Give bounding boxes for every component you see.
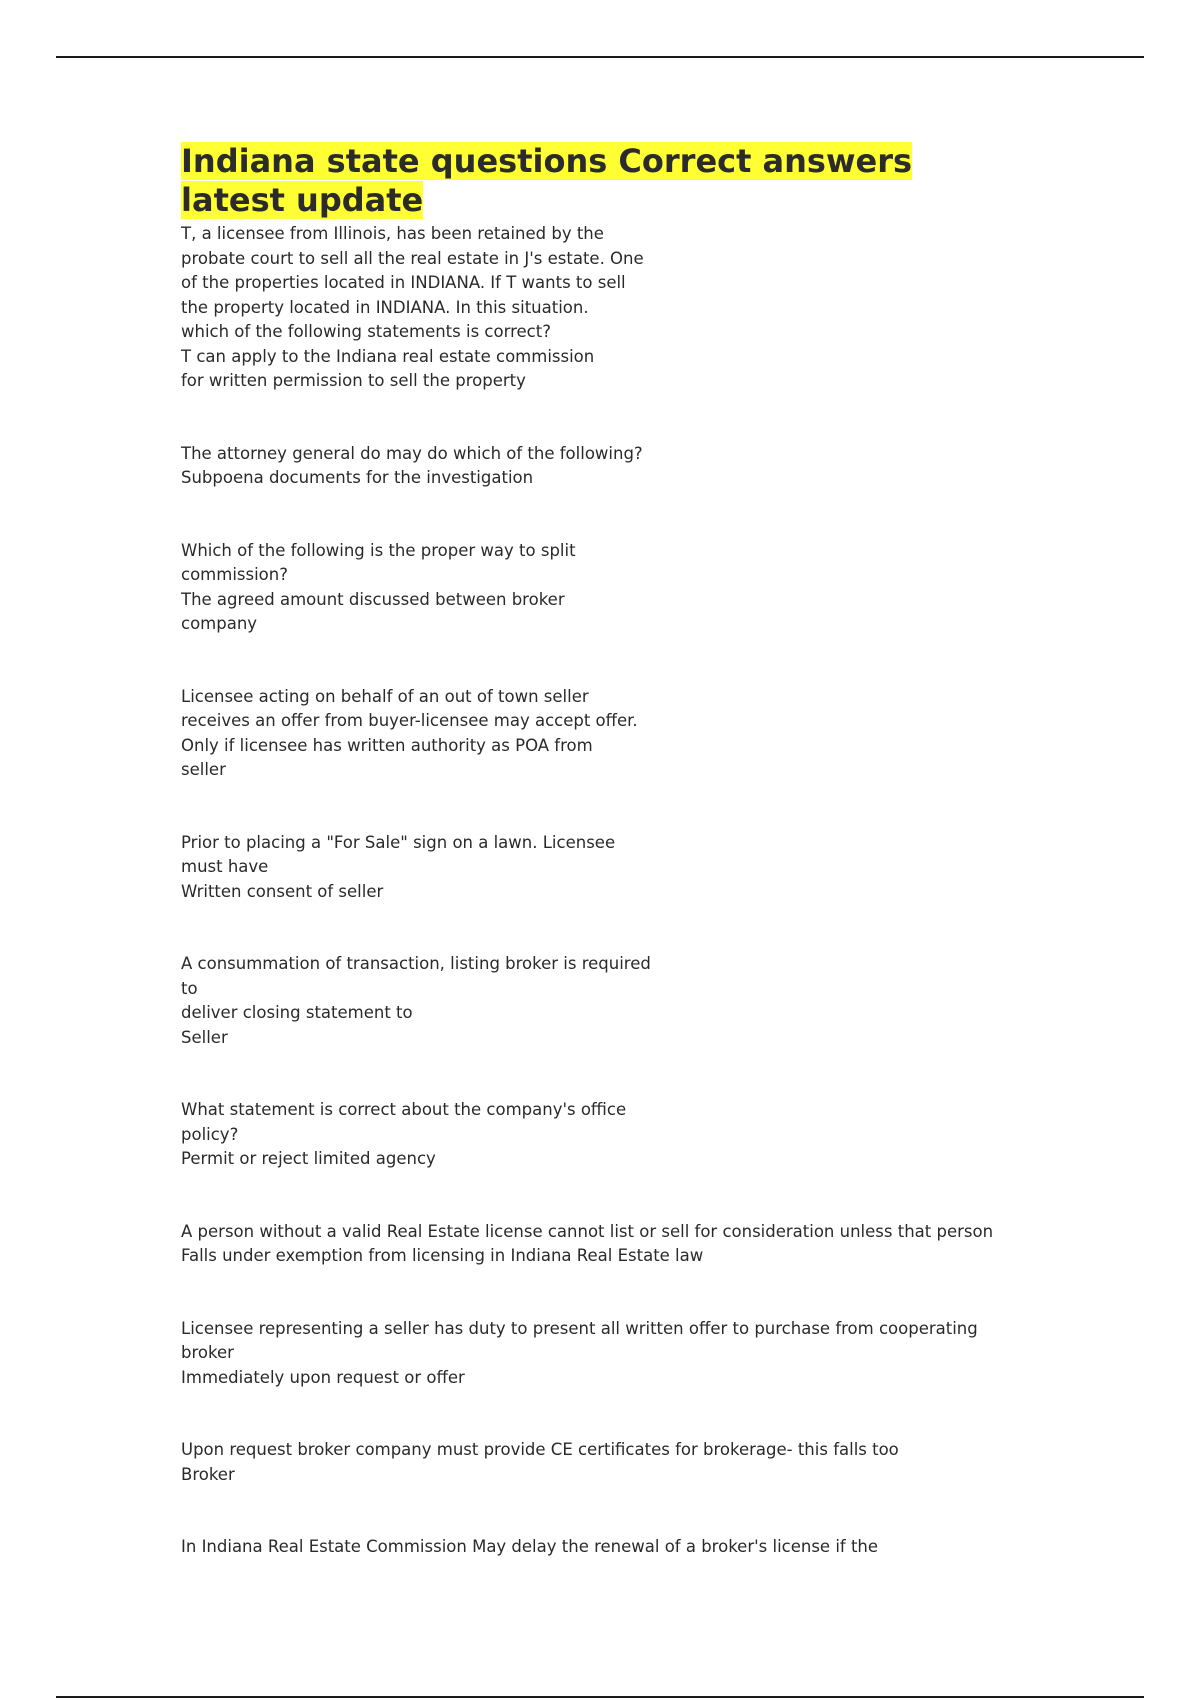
qa-item-11 [181,1535,1001,1560]
top-rule [56,56,1144,58]
question-text: Licensee acting on behalf of an out of town seller receives an offer from buyer-licensee may accept offer. [181,686,638,730]
answer-text: Only if licensee has written authority as POA from seller [181,735,593,779]
answer-text: Broker [181,1464,235,1484]
question-text: The attorney general do may do which of the following? [181,443,643,463]
answer-text: Falls under exemption from licensing in Indiana Real Estate law [181,1246,704,1265]
qa-item-5 [181,831,651,905]
answer-text: Subpoena documents for the investigation [181,468,534,487]
question-text: A person without a valid Real Estate license cannot list or sell for consideration unless that person [181,1221,994,1241]
question-text: Licensee representing a seller has duty to present all written offer to purchase from cooperating broker [181,1318,978,1362]
qa-item-1 [181,222,651,394]
answer-text: Seller [181,1027,228,1047]
qa-item-7 [181,1098,651,1172]
question-text: In Indiana Real Estate Commission May delay the renewal of a broker's license if the [181,1537,879,1556]
qa-item-9 [181,1317,1001,1391]
question-text: What statement is correct about the company's office policy? [181,1100,627,1144]
answer-text: The agreed amount discussed between broker company [181,589,565,633]
qa-item-10 [181,1438,1001,1487]
qa-item-2 [181,442,651,491]
document-body [181,142,1021,1560]
question-text: A consummation of transaction, listing broker is required to deliver closing statement to [181,954,651,1022]
title-highlight: Indiana state questions Correct answers latest update [181,142,913,219]
qa-item-8 [181,1220,1001,1269]
answer-text: Written consent of seller [181,881,384,901]
qa-item-6 [181,952,651,1050]
question-text: Upon request broker company must provide CE certificates for brokerage- this falls too [181,1440,899,1459]
bottom-rule [56,1696,1144,1698]
qa-item-3 [181,539,651,637]
question-text: Prior to placing a "For Sale" sign on a lawn. Licensee must have [181,832,616,876]
document-title [181,142,941,220]
answer-text: T can apply to the Indiana real estate commission for written permission to sell the property [181,346,595,390]
answer-text: Immediately upon request or offer [181,1367,465,1387]
question-text: T, a licensee from Illinois, has been retained by the probate court to sell all the real estate in J's estate. One of the properties located in INDIANA. If T wants to sell the property located in INDIANA. In this situation. which of the following statements is correct? [181,224,644,341]
answer-text: Permit or reject limited agency [181,1149,436,1168]
question-text: Which of the following is the proper way to split commission? [181,540,576,584]
qa-item-4 [181,685,651,783]
